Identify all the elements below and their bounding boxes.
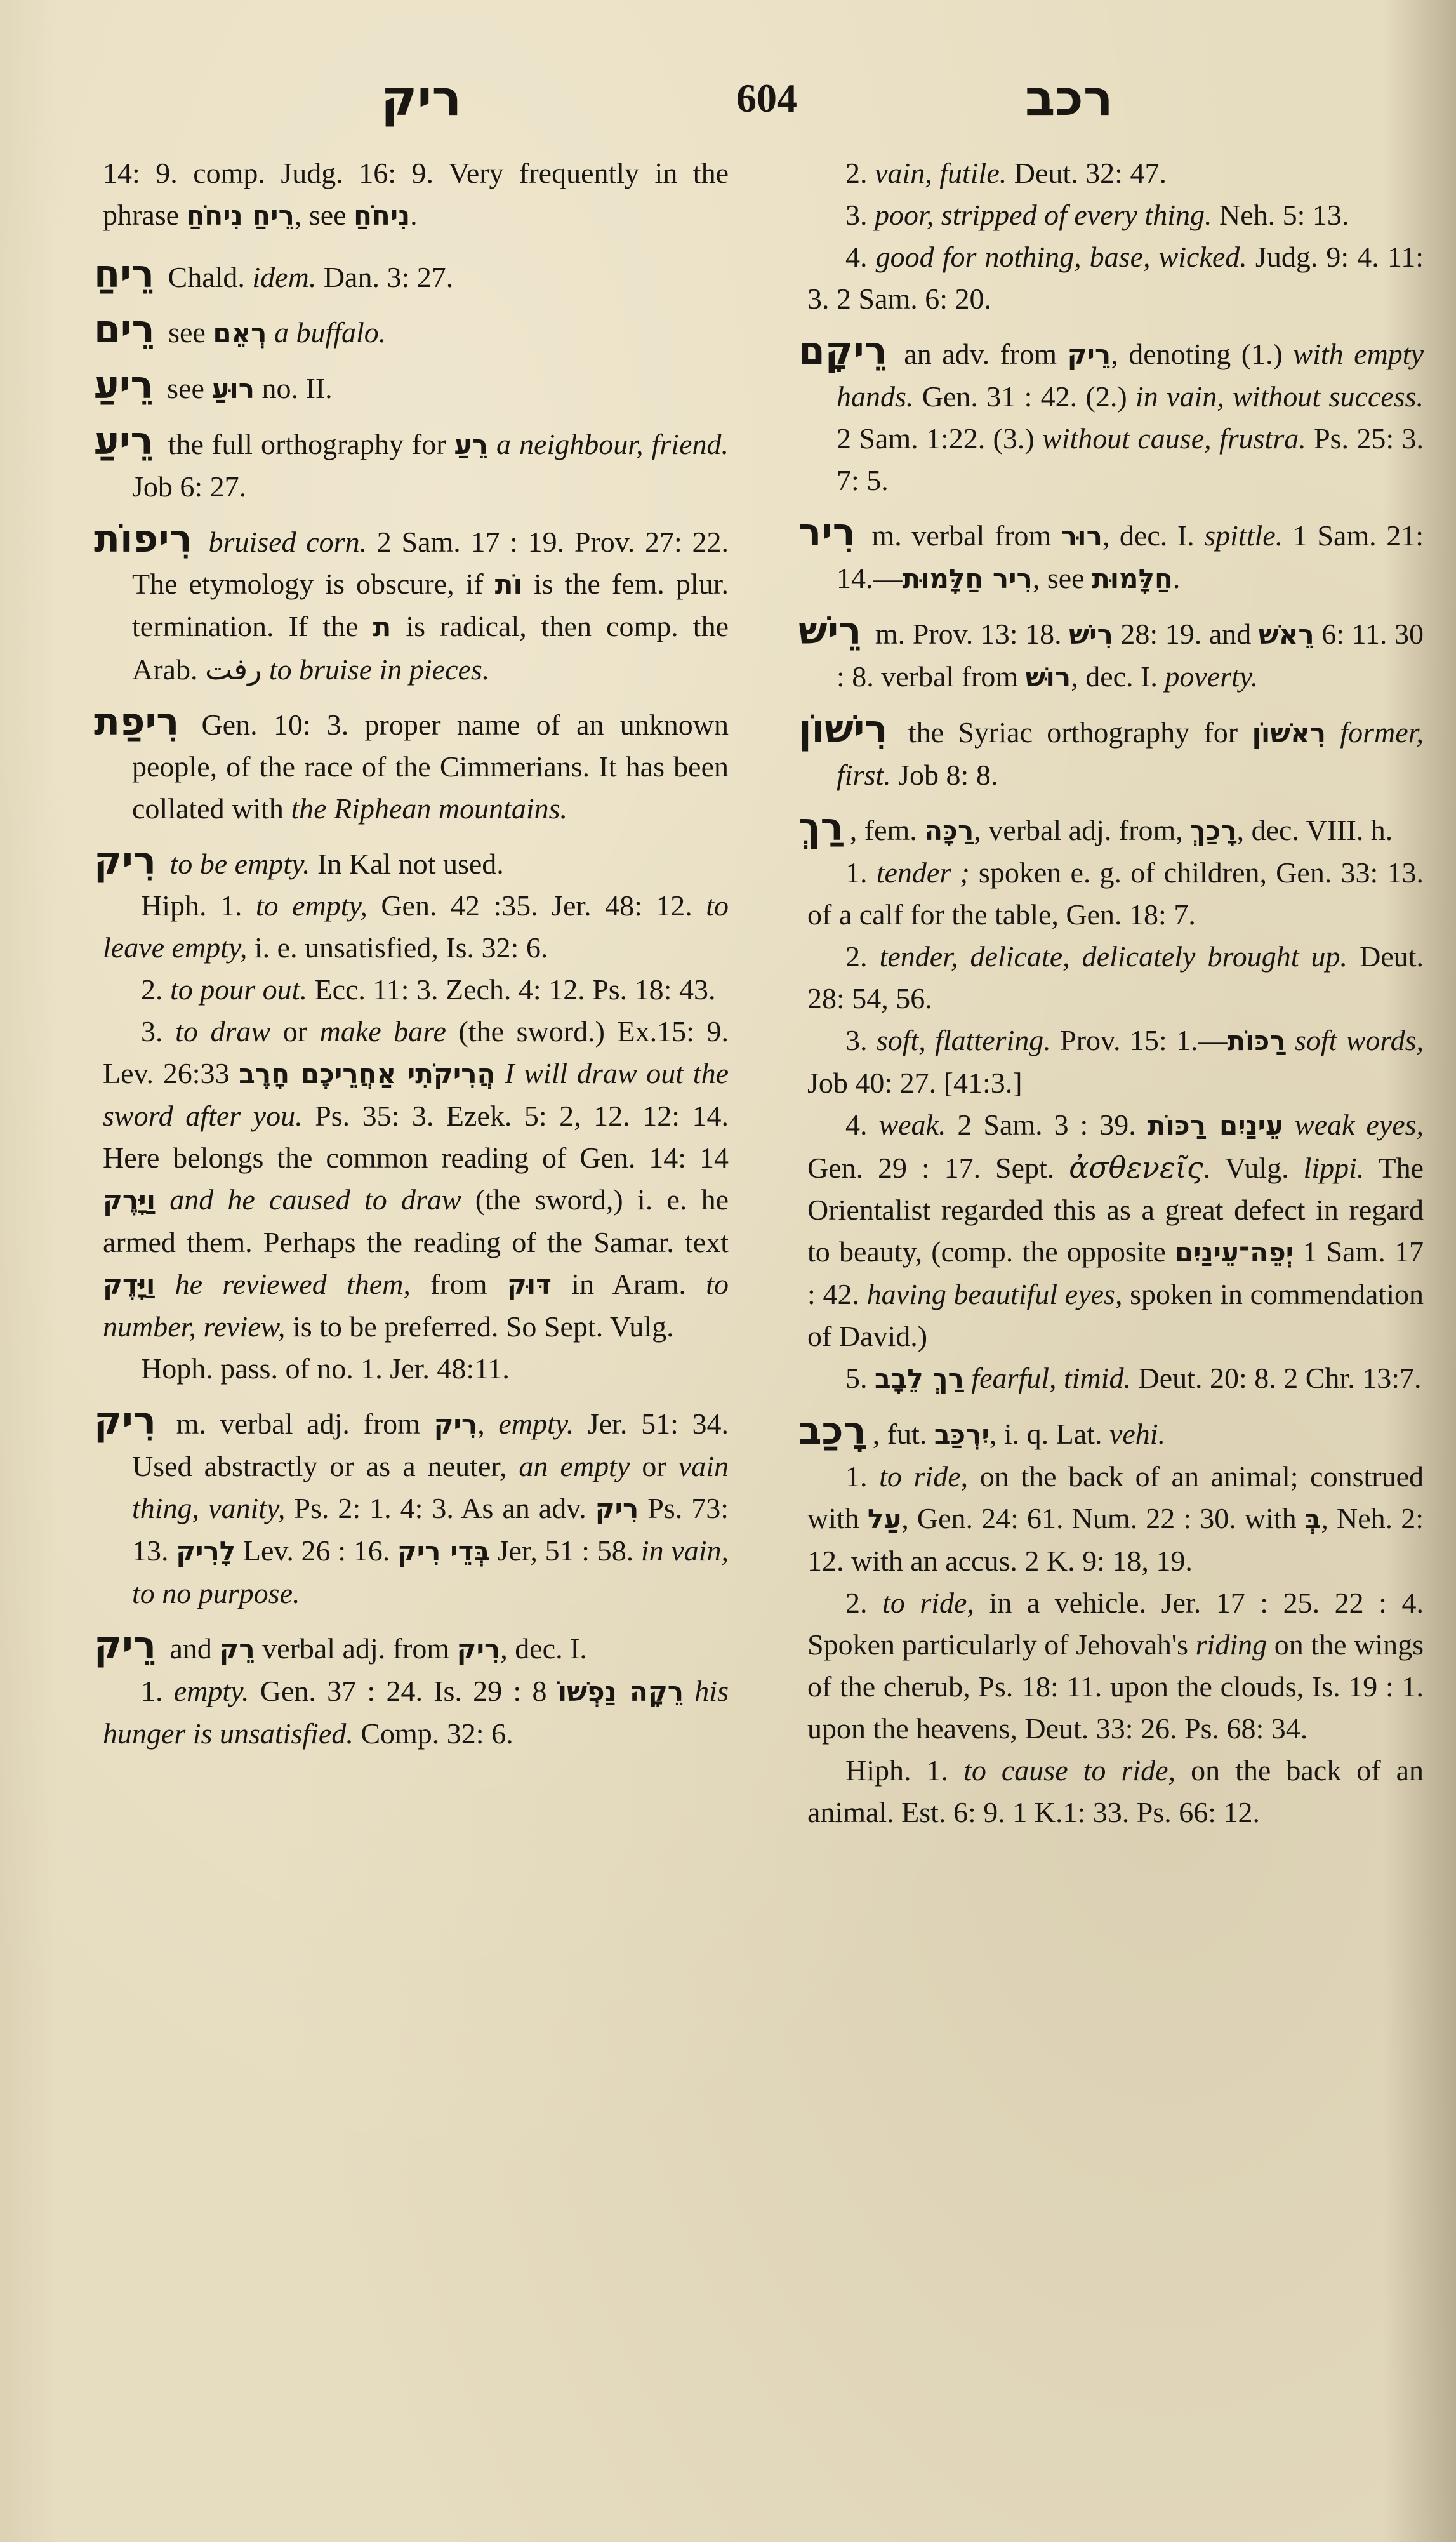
hebrew-word: רַכּוֹת bbox=[1227, 1025, 1286, 1056]
text: 28: 19. and bbox=[1113, 618, 1259, 650]
headword: רִיפוֹת bbox=[94, 517, 192, 561]
text: 2 Sam. 3 : 39. bbox=[946, 1108, 1148, 1141]
text: , fut. bbox=[872, 1418, 934, 1450]
italic-text: to empty, bbox=[255, 889, 367, 922]
text: , bbox=[477, 1407, 499, 1440]
sense bbox=[798, 1582, 1424, 1750]
text: In Kal not used. bbox=[310, 848, 504, 880]
hebrew-cross-ref: רוּעַ bbox=[211, 373, 255, 404]
hebrew-phrase: רֵקָה נַפְשׁוֹ bbox=[557, 1676, 684, 1707]
hebrew-word: וֹת bbox=[494, 569, 522, 600]
text: , see bbox=[294, 199, 354, 231]
text: Deut. 28: 54, 56. bbox=[807, 940, 1424, 1015]
text: Dan. 3: 27. bbox=[316, 261, 454, 293]
hebrew-cross-ref: נִיחֹחַ bbox=[354, 200, 411, 231]
hebrew-word: רַכָּה bbox=[924, 815, 974, 846]
text: on the back of an animal. Est. 6: 9. 1 K.1: 33. Ps. 66: 12. bbox=[807, 1754, 1424, 1828]
italic-text: to cause to ride, bbox=[963, 1754, 1176, 1787]
text: . Vulg. bbox=[1203, 1152, 1304, 1184]
text: Prov. 15: 1.— bbox=[1050, 1024, 1228, 1056]
italic-text: vehi. bbox=[1109, 1418, 1166, 1450]
italic-text: bruised corn. bbox=[198, 526, 367, 558]
italic-text: vain, futile. bbox=[875, 157, 1007, 189]
text: Hiph. 1. bbox=[845, 1754, 964, 1787]
text: 3. bbox=[141, 1015, 176, 1048]
text: The Orientalist regarded this as a great defect in regard to beauty, (comp. the opposite bbox=[807, 1152, 1424, 1268]
sense bbox=[798, 1104, 1424, 1357]
text: Gen. 42 :35. Jer. 48: 12. bbox=[367, 889, 706, 922]
italic-text: with empty hands. bbox=[837, 338, 1424, 413]
entry bbox=[94, 309, 729, 354]
italic-text: poverty. bbox=[1165, 660, 1259, 693]
text: Deut. 20: 8. 2 Chr. 13:7. bbox=[1131, 1362, 1422, 1394]
hebrew-word: יִרְכַּב bbox=[934, 1419, 989, 1450]
text: , Neh. 2: 12. with an accus. 2 K. 9: 18, 19. bbox=[807, 1502, 1424, 1577]
entry bbox=[798, 610, 1424, 698]
sense bbox=[94, 1670, 729, 1755]
italic-text: to draw bbox=[175, 1015, 271, 1048]
italic-text: an empty bbox=[519, 1450, 630, 1482]
italic-text: empty. bbox=[498, 1407, 574, 1440]
italic-text: to bruise in pieces. bbox=[261, 653, 490, 686]
text: the full orthography for bbox=[159, 428, 454, 460]
text: Lev. 26 : 16. bbox=[235, 1534, 397, 1567]
entry bbox=[94, 364, 729, 410]
italic-text: he reviewed them, bbox=[155, 1268, 411, 1300]
text: see bbox=[161, 316, 213, 349]
italic-text: fearful, timid. bbox=[963, 1362, 1132, 1394]
text: Deut. 32: 47. bbox=[1007, 157, 1167, 189]
sense bbox=[798, 852, 1424, 936]
text: spoken in commendation of David.) bbox=[807, 1278, 1424, 1352]
text: 4. bbox=[845, 1108, 879, 1141]
italic-text: in vain, to no purpose. bbox=[132, 1534, 729, 1609]
text: , denoting (1.) bbox=[1111, 338, 1294, 370]
sense bbox=[798, 1456, 1424, 1582]
text: Gen. 31 : 42. (2.) bbox=[913, 380, 1136, 413]
hebrew-phrase: בְּדֵי רִיק bbox=[397, 1536, 490, 1567]
italic-text: spittle. bbox=[1204, 519, 1283, 552]
text: 2. bbox=[845, 1587, 883, 1619]
text: and bbox=[162, 1632, 220, 1665]
entry bbox=[94, 420, 729, 508]
text: 2. bbox=[141, 973, 170, 1006]
hebrew-phrase: עֵינַיִם רַכּוֹת bbox=[1147, 1110, 1283, 1141]
headword: רִיק bbox=[94, 839, 156, 883]
sense bbox=[798, 936, 1424, 1020]
entry bbox=[798, 806, 1424, 852]
arabic-word: رفت bbox=[204, 652, 262, 686]
sense bbox=[94, 1011, 729, 1348]
hebrew-phrase: רֵיחַ נִיחֹחַ bbox=[186, 200, 295, 231]
text: 2 Sam. 17 : 19. Prov. 27: 22. The etymology is obscure, if bbox=[132, 526, 729, 600]
sense bbox=[94, 1348, 729, 1390]
text: 1 Sam. 21: 14.— bbox=[837, 519, 1424, 594]
hebrew-cross-ref: רְאֵם bbox=[213, 317, 267, 349]
text: spoken e. g. of children, Gen. 33: 13. of a calf for the table, Gen. 18: 7. bbox=[807, 856, 1424, 931]
sense bbox=[798, 1020, 1424, 1104]
text: , dec. VIII. h. bbox=[1236, 814, 1393, 846]
text: verbal adj. from bbox=[255, 1632, 457, 1665]
text: , dec. I. bbox=[500, 1632, 587, 1665]
entry bbox=[94, 701, 729, 830]
hebrew-cross-ref: חַלָּמוּת bbox=[1092, 563, 1173, 594]
text: or bbox=[630, 1450, 678, 1482]
hebrew-phrase: יְפֵה־עֵינַיִם bbox=[1174, 1237, 1294, 1268]
text: i. e. unsatisfied, Is. 32: 6. bbox=[247, 931, 548, 964]
running-head-left-word: ריק bbox=[381, 70, 462, 127]
italic-text: in vain, without success. bbox=[1135, 380, 1424, 413]
hebrew-word: רֵאשׁ bbox=[1258, 619, 1314, 650]
entry bbox=[94, 518, 729, 691]
sense bbox=[94, 885, 729, 969]
text: on the back of an animal; construed with bbox=[807, 1460, 1424, 1534]
text: , dec. I. bbox=[1102, 519, 1205, 552]
text: . bbox=[1172, 562, 1181, 594]
italic-text: poor, stripped of every thing. bbox=[875, 199, 1212, 231]
hebrew-word: דּוּק bbox=[506, 1269, 552, 1300]
headword: רֵיעַ bbox=[94, 419, 154, 463]
text: Job 6: 27. bbox=[132, 470, 247, 503]
text: (the sword.) Ex.15: 9. Lev. 26:33 bbox=[103, 1015, 729, 1089]
text: see bbox=[159, 372, 212, 404]
hebrew-word: רֵק bbox=[219, 1634, 255, 1665]
italic-text: and he caused to draw bbox=[156, 1183, 461, 1216]
entry bbox=[94, 1625, 729, 1670]
text: , i. q. Lat. bbox=[989, 1418, 1109, 1450]
italic-text: to pour out. bbox=[170, 973, 307, 1006]
hebrew-phrase: רִיר חַלָּמוּת bbox=[902, 563, 1033, 594]
text: Ps. 25: 3. 7: 5. bbox=[837, 422, 1424, 496]
text: Ps. 2: 1. 4: 3. As an adv. bbox=[285, 1492, 595, 1524]
text: 3. bbox=[845, 1024, 877, 1056]
hebrew-word: וַיָּדֶק bbox=[103, 1269, 156, 1300]
left-column bbox=[94, 152, 729, 1755]
text: in Aram. bbox=[551, 1268, 706, 1300]
headword: רַךְ bbox=[798, 805, 844, 849]
text: 3. bbox=[845, 199, 875, 231]
headword: רֵים bbox=[94, 307, 155, 352]
sense bbox=[798, 152, 1424, 194]
italic-text: the Riphean mountains. bbox=[291, 792, 568, 825]
text: , see bbox=[1032, 562, 1092, 594]
text: Chald. bbox=[161, 261, 253, 293]
text: , dec. I. bbox=[1071, 660, 1165, 693]
italic-text: to be empty. bbox=[162, 848, 310, 880]
italic-text: a buffalo. bbox=[267, 316, 387, 349]
italic-text: riding bbox=[1195, 1628, 1267, 1661]
text: m. verbal adj. from bbox=[162, 1407, 434, 1440]
hebrew-word: רֵיק bbox=[1067, 339, 1111, 370]
italic-text: good for nothing, base, wicked. bbox=[875, 241, 1247, 273]
headword: רֵישׁ bbox=[798, 609, 862, 653]
italic-text: soft words, bbox=[1285, 1024, 1424, 1056]
entry bbox=[798, 512, 1424, 600]
text: no. II. bbox=[255, 372, 333, 404]
text: Jer, 51 : 58. bbox=[489, 1534, 641, 1567]
entry-continuation bbox=[94, 152, 729, 237]
hebrew-word: רֵעַ bbox=[454, 429, 488, 460]
text: Ecc. 11: 3. Zech. 4: 12. Ps. 18: 43. bbox=[307, 973, 716, 1006]
text: from bbox=[410, 1268, 507, 1300]
hebrew-letter: בְּ bbox=[1304, 1503, 1321, 1534]
text: Hiph. 1. bbox=[141, 889, 256, 922]
text: m. Prov. 13: 18. bbox=[868, 618, 1069, 650]
italic-text: to ride, bbox=[882, 1587, 974, 1619]
sense bbox=[798, 236, 1424, 320]
text: Gen. 37 : 24. Is. 29 : 8 bbox=[249, 1675, 558, 1707]
entry bbox=[798, 1410, 1424, 1456]
headword: רִיק bbox=[94, 1399, 156, 1443]
hebrew-letter: ת bbox=[373, 611, 392, 642]
text: 1. bbox=[845, 1460, 880, 1493]
hebrew-word: רִיק bbox=[433, 1409, 478, 1440]
italic-text: lippi. bbox=[1303, 1152, 1365, 1184]
hebrew-word: רוּר bbox=[1061, 521, 1102, 552]
text: Job 8: 8. bbox=[890, 759, 998, 791]
headword: רָכַב bbox=[798, 1409, 866, 1453]
text: Comp. 32: 6. bbox=[353, 1717, 513, 1750]
text: 5. bbox=[845, 1362, 875, 1394]
text: in a vehicle. Jer. 17 : 25. 22 : 4. Spoken particularly of Jehovah's bbox=[807, 1587, 1424, 1661]
entry bbox=[94, 1400, 729, 1614]
running-head bbox=[0, 63, 1456, 133]
entry bbox=[798, 709, 1424, 796]
italic-text: having beautiful eyes, bbox=[866, 1278, 1123, 1310]
italic-text: weak eyes, bbox=[1283, 1108, 1424, 1141]
text: is the fem. plur. termination. If the bbox=[132, 568, 729, 642]
text: , Gen. 24: 61. Num. 22 : 30. with bbox=[901, 1502, 1305, 1534]
text: or bbox=[270, 1015, 320, 1048]
text: . bbox=[410, 199, 418, 231]
italic-text: tender, delicate, delicately brought up. bbox=[879, 940, 1348, 973]
text: is radical, then comp. the Arab. bbox=[132, 610, 729, 686]
italic-text: to number, review, bbox=[103, 1268, 729, 1343]
text: 2. bbox=[845, 940, 880, 973]
sense bbox=[94, 969, 729, 1011]
hebrew-word: עַל bbox=[867, 1503, 902, 1534]
sense bbox=[798, 1750, 1424, 1833]
running-head-right-word: רכב bbox=[1025, 70, 1113, 127]
hebrew-phrase: רַךְ לֵבָב bbox=[875, 1363, 964, 1394]
text: 4. bbox=[845, 241, 876, 273]
italic-text: without cause, frustra. bbox=[1042, 422, 1306, 455]
text: 2. bbox=[845, 157, 875, 189]
text: 14: 9. comp. Judg. 16: 9. Very frequently in the phrase bbox=[103, 157, 729, 231]
italic-text: tender ; bbox=[876, 856, 970, 889]
entry bbox=[94, 840, 729, 885]
headword: רֵיעַ bbox=[94, 363, 154, 408]
hebrew-word: רוּשׁ bbox=[1025, 662, 1071, 693]
text: Judg. 9: 4. 11: 3. 2 Sam. 6: 20. bbox=[807, 241, 1424, 315]
text: , fem. bbox=[849, 814, 925, 846]
text: Ps. 73: 13. bbox=[132, 1492, 729, 1567]
italic-text: to leave empty, bbox=[103, 889, 729, 964]
text: is to be preferred. So Sept. Vulg. bbox=[285, 1310, 674, 1343]
text: the Syriac orthography for bbox=[894, 716, 1252, 749]
headword: רִיפַת bbox=[94, 700, 180, 744]
italic-text: soft, flattering. bbox=[876, 1024, 1051, 1056]
hebrew-word: וַיָּרֶק bbox=[103, 1185, 156, 1216]
text: Job 40: 27. [41:3.] bbox=[807, 1067, 1023, 1099]
greek-word: ἀσθενεῖς bbox=[1069, 1150, 1203, 1185]
text: on the wings of the cherub, Ps. 18: 11. upon the clouds, Is. 19 : 1. upon the heavens, Deut. 33: 26. Ps. 68: 34. bbox=[807, 1628, 1424, 1745]
hebrew-word: רִיק bbox=[456, 1634, 501, 1665]
text: Neh. 5: 13. bbox=[1212, 199, 1349, 231]
italic-text: to ride, bbox=[879, 1460, 969, 1493]
text: 1 Sam. 17 : 42. bbox=[807, 1235, 1424, 1310]
headword: רִיר bbox=[798, 510, 856, 555]
right-column bbox=[798, 152, 1424, 1833]
sense bbox=[798, 194, 1424, 236]
italic-text: a neighbour, friend. bbox=[487, 428, 729, 460]
text: Hoph. pass. of no. 1. Jer. 48:11. bbox=[141, 1352, 510, 1385]
italic-text: vain thing, vanity, bbox=[132, 1450, 729, 1524]
text: Jer. 51: 34. Used abstractly or as a neuter, bbox=[132, 1407, 729, 1482]
sense bbox=[798, 1357, 1424, 1400]
text: Gen. 29 : 17. Sept. bbox=[807, 1152, 1069, 1184]
hebrew-phrase: הֲרִיקֹתִי אַחֲרֵיכֶם חָרֶב bbox=[239, 1058, 496, 1089]
italic-text: I will draw out the sword after you. bbox=[103, 1057, 729, 1132]
text: Ps. 35: 3. Ezek. 5: 2, 12. 12: 14. Here belongs the common reading of Gen. 14: 14 bbox=[103, 1100, 729, 1174]
text: 1. bbox=[141, 1675, 174, 1707]
headword: רֵיחַ bbox=[94, 252, 155, 296]
text: 6: 11. 30 : 8. verbal from bbox=[837, 618, 1424, 693]
hebrew-word: רָכַךְ bbox=[1190, 815, 1237, 846]
italic-text: make bare bbox=[319, 1015, 446, 1048]
headword: רִישׁוֹן bbox=[798, 707, 888, 752]
hebrew-word: רִישׁ bbox=[1069, 619, 1113, 650]
text: 1. bbox=[845, 856, 877, 889]
italic-text: empty. bbox=[173, 1675, 249, 1707]
hebrew-word: רִיק bbox=[595, 1493, 639, 1524]
headword: רֵיקָם bbox=[798, 329, 887, 373]
entry bbox=[798, 330, 1424, 502]
text: (the sword,) i. e. he armed them. Perhaps the reading of the Samar. text bbox=[103, 1183, 729, 1258]
text: , verbal adj. from, bbox=[974, 814, 1191, 846]
italic-text: his hunger is unsatisfied. bbox=[103, 1675, 729, 1750]
italic-text: weak. bbox=[878, 1108, 946, 1141]
headword: רֵיק bbox=[94, 1623, 156, 1668]
text: 2 Sam. 1:22. (3.) bbox=[837, 422, 1043, 455]
text: m. verbal from bbox=[861, 519, 1061, 552]
entry bbox=[94, 253, 729, 298]
hebrew-word: רִאשׁוֹן bbox=[1252, 717, 1327, 749]
page-number: 604 bbox=[736, 76, 797, 121]
italic-text: idem. bbox=[252, 261, 317, 293]
hebrew-word: לָרִיק bbox=[176, 1536, 236, 1567]
italic-text: former, first. bbox=[837, 716, 1424, 791]
text: an adv. from bbox=[893, 338, 1068, 370]
text: Gen. 10: 3. proper name of an unknown people, of the race of the Cimmerians. It has been collated with bbox=[132, 709, 729, 825]
